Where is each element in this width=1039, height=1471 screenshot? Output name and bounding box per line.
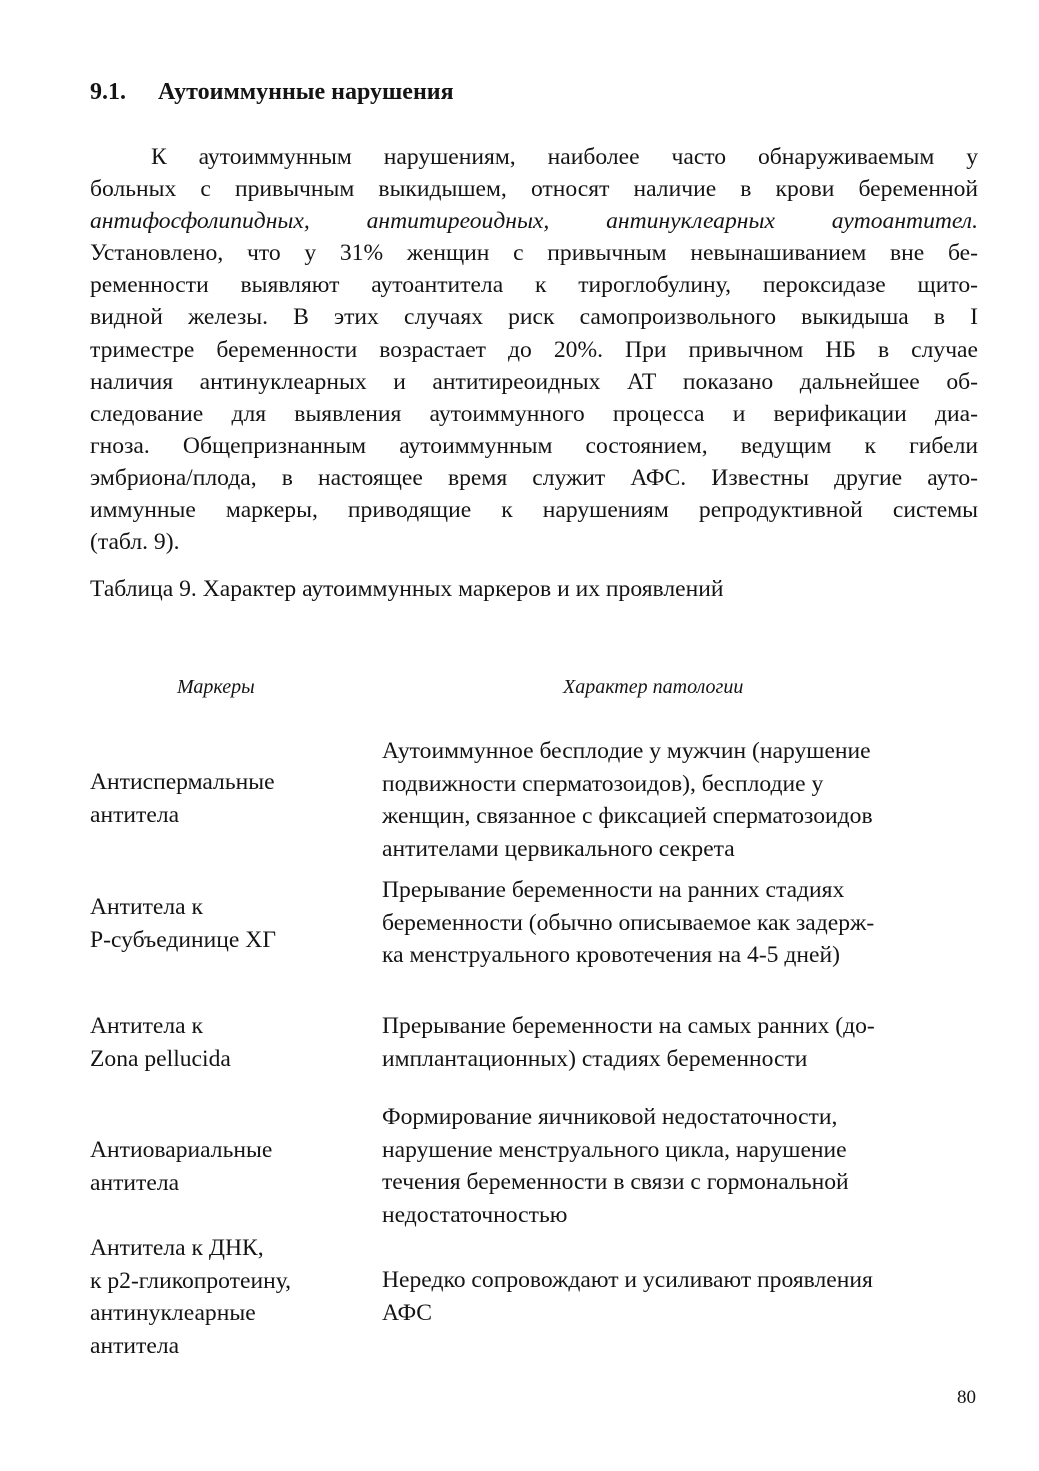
body-paragraph xyxy=(90,141,978,558)
paragraph-line: Установлено, что у 31% женщин с привычным невынашиванием вне бе- xyxy=(90,240,978,267)
table-caption: Таблица 9. Характер аутоиммунных маркеров и их проявлений xyxy=(90,576,724,602)
character-line: нарушение менструального цикла, нарушение xyxy=(382,1136,847,1163)
page-number: 80 xyxy=(957,1387,976,1408)
character-line: женщин, связанное с фиксацией сперматозоидов xyxy=(382,803,873,829)
marker-line: Р-субъединице ХГ xyxy=(90,926,276,953)
paragraph-line: следование для выявления аутоиммунного процесса и верификации диа- xyxy=(90,400,978,427)
character-cell xyxy=(382,1101,982,1231)
character-line: недостаточностью xyxy=(382,1201,568,1228)
marker-line: Антитела к xyxy=(90,1013,203,1039)
character-line: ка менструального кровотечения на 4-5 дней) xyxy=(382,942,840,968)
paragraph-line: К аутоиммунным нарушениям, наиболее часто обнаруживаемым у xyxy=(151,144,978,170)
character-line: беременности (обычно описываемое как задерж- xyxy=(382,909,875,936)
paragraph-line: антифосфолипидных, антитиреоидных, антинуклеарных аутоантител. xyxy=(90,208,978,235)
marker-cell xyxy=(90,1010,360,1075)
section-heading xyxy=(90,79,454,106)
character-line: Прерывание беременности на самых ранних (до- xyxy=(382,1013,875,1039)
marker-line: Антитела к ДНК, xyxy=(90,1235,264,1261)
marker-line: антитела xyxy=(90,1332,180,1359)
section-title: Аутоиммунные нарушения xyxy=(158,79,454,105)
character-cell xyxy=(382,1010,982,1075)
paragraph-line: ременности выявляют аутоантитела к тироглобулину, пероксидазе щито- xyxy=(90,272,978,299)
marker-line: антитела xyxy=(90,801,180,828)
paragraph-line: иммунные маркеры, приводящие к нарушениям репродуктивной системы xyxy=(90,497,978,524)
marker-cell xyxy=(90,1134,360,1199)
marker-line: Zona pellucida xyxy=(90,1045,231,1072)
marker-line: к р2-гликопротеину, xyxy=(90,1267,292,1294)
character-line: подвижности сперматозоидов), бесплодие у xyxy=(382,770,824,797)
marker-line: антинуклеарные xyxy=(90,1300,256,1326)
paragraph-line: больных с привычным выкидышем, относят наличие в крови беременной xyxy=(90,176,978,203)
paragraph-line: видной железы. В этих случаях риск самопроизвольного выкидыша в I xyxy=(90,304,978,331)
character-cell xyxy=(382,735,982,865)
column-header-character: Характер патологии xyxy=(563,676,744,698)
character-line: Прерывание беременности на ранних стадиях xyxy=(382,877,845,903)
character-line: АФС xyxy=(382,1299,432,1326)
paragraph-line: наличия антинуклеарных и антитиреоидных АТ показано дальнейшее об- xyxy=(90,368,978,395)
paragraph-line: эмбриона/плода, в настоящее время служит АФС. Известны другие ауто- xyxy=(90,464,978,491)
character-line: течения беременности в связи с гормональной xyxy=(382,1169,849,1195)
column-header-markers: Маркеры xyxy=(177,676,255,698)
paragraph-line: (табл. 9). xyxy=(90,529,180,556)
character-line: имплантационных) стадиях беременности xyxy=(382,1045,808,1072)
marker-line: антитела xyxy=(90,1169,180,1196)
marker-cell xyxy=(90,766,360,831)
marker-line: Антиспермальные xyxy=(90,769,275,795)
paragraph-line: гноза. Общепризнанным аутоиммунным состоянием, ведущим к гибели xyxy=(90,432,978,459)
paragraph-line: триместре беременности возрастает до 20%. При привычном НБ в случае xyxy=(90,336,978,363)
character-line: антителами цервикального секрета xyxy=(382,835,735,862)
marker-cell xyxy=(90,1232,360,1362)
character-line: Формирование яичниковой недостаточности, xyxy=(382,1104,838,1130)
character-line: Нередко сопровождают и усиливают проявления xyxy=(382,1267,873,1293)
marker-cell xyxy=(90,891,360,956)
section-number: 9.1. xyxy=(90,79,126,105)
character-cell xyxy=(382,874,982,972)
character-cell xyxy=(382,1264,982,1329)
marker-line: Антитела к xyxy=(90,894,203,920)
character-line: Аутоиммунное бесплодие у мужчин (нарушение xyxy=(382,738,871,764)
marker-line: Антиовариальные xyxy=(90,1137,273,1163)
